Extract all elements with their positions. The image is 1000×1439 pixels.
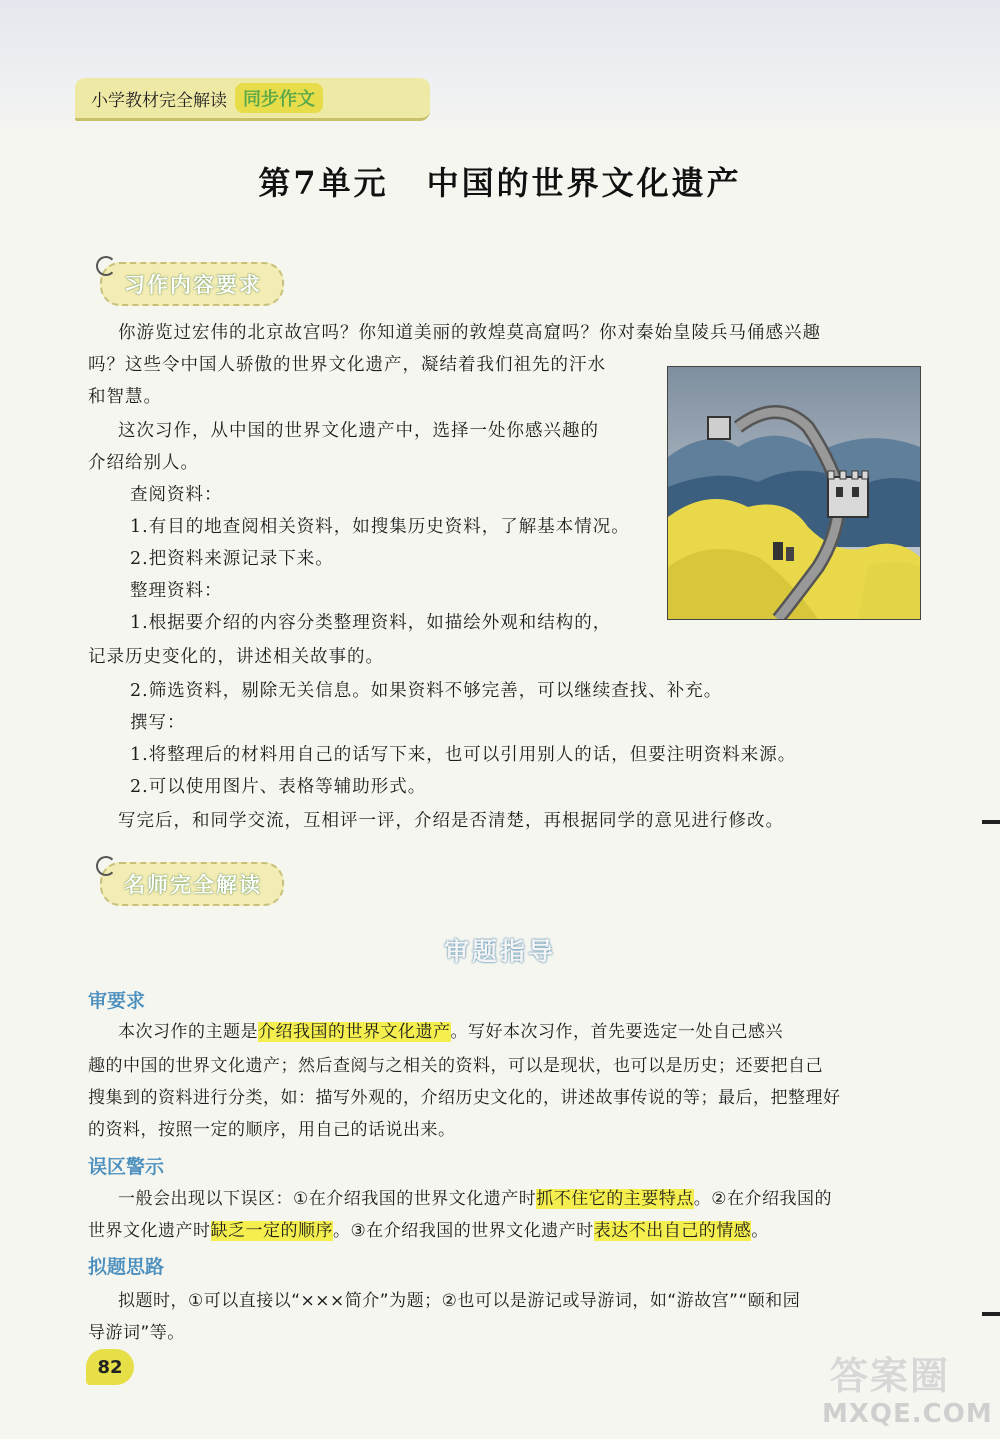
paragraph-line: 1.将整理后的材料用自己的话写下来，也可以引用别人的话，但要注明资料来源。 bbox=[130, 745, 797, 765]
subheading-title-ideas: 拟题思路 bbox=[88, 1256, 165, 1278]
section-tag-analysis bbox=[100, 862, 284, 906]
paragraph-line: 搜集到的资料进行分类，如：描写外观的，介绍历史文化的，讲述故事传说的等；最后，把整理好 bbox=[88, 1088, 841, 1108]
paragraph-line: 整理资料： bbox=[130, 581, 223, 601]
paragraph-line: 你游览过宏伟的北京故宫吗？你知道美丽的敦煌莫高窟吗？你对秦始皇陵兵马俑感兴趣 bbox=[118, 323, 821, 343]
paragraph-line: 撰写： bbox=[130, 713, 186, 733]
section-tag-requirements bbox=[100, 262, 284, 306]
great-wall-illustration bbox=[667, 366, 921, 620]
paragraph-line: 和智慧。 bbox=[88, 387, 162, 407]
paragraph-line: 2.把资料来源记录下来。 bbox=[130, 549, 334, 569]
paragraph-line: 的资料，按照一定的顺序，用自己的话说出来。 bbox=[88, 1120, 456, 1140]
subheading-requirements: 审要求 bbox=[88, 990, 146, 1012]
watermark-logo: 答案圈 bbox=[830, 1354, 951, 1398]
paragraph-line: 2.可以使用图片、表格等辅助形式。 bbox=[130, 777, 427, 797]
section-tag-label: 名师完全解读 bbox=[124, 873, 262, 897]
paragraph-line: 本次习作的主题是介绍我国的世界文化遗产。写好本次习作，首先要选定一处自己感兴 bbox=[118, 1022, 783, 1042]
paragraph-line: 拟题时，①可以直接以“×××简介”为题；②也可以是游记或导游词，如“游故宫”“颐和园 bbox=[118, 1291, 801, 1311]
book-title: 小学教材完全解读 bbox=[91, 90, 227, 111]
running-header bbox=[75, 78, 430, 121]
edge-mark bbox=[982, 820, 1000, 824]
subheading-pitfalls: 误区警示 bbox=[88, 1156, 165, 1178]
paragraph-line: 这次习作，从中国的世界文化遗产中，选择一处你感兴趣的 bbox=[118, 421, 599, 441]
paragraph-line: 1.有目的地查阅相关资料，如搜集历史资料，了解基本情况。 bbox=[130, 517, 630, 537]
paragraph-line: 导游词”等。 bbox=[88, 1323, 185, 1343]
paragraph-line: 1.根据要介绍的内容分类整理资料，如描绘外观和结构的， bbox=[130, 613, 612, 633]
paragraph-line: 2.筛选资料，剔除无关信息。如果资料不够完善，可以继续查找、补充。 bbox=[130, 681, 723, 701]
paragraph-line: 记录历史变化的，讲述相关故事的。 bbox=[88, 647, 384, 667]
unit-name: 中国的世界文化遗产 bbox=[426, 164, 742, 202]
hook-icon bbox=[96, 856, 116, 876]
highlight: 介绍我国的世界文化遗产 bbox=[258, 1022, 451, 1042]
unit-title bbox=[0, 158, 1000, 204]
paragraph-line: 世界文化遗产时缺乏一定的顺序。③在介绍我国的世界文化遗产时表达不出自己的情感。 bbox=[88, 1221, 769, 1241]
watermark bbox=[822, 1345, 992, 1433]
watermark-url: MXQE.COM bbox=[822, 1399, 993, 1429]
page-number: 82 bbox=[86, 1349, 134, 1385]
section-tag-label: 习作内容要求 bbox=[124, 273, 262, 297]
paragraph-line: 一般会出现以下误区：①在介绍我国的世界文化遗产时抓不住它的主要特点。②在介绍我国的 bbox=[118, 1189, 832, 1209]
paragraph-line: 写完后，和同学交流，互相评一评，介绍是否清楚，再根据同学的意见进行修改。 bbox=[118, 811, 784, 831]
paragraph-line: 吗？这些令中国人骄傲的世界文化遗产，凝结着我们祖先的汗水 bbox=[88, 355, 606, 375]
hook-icon bbox=[96, 256, 116, 276]
guidance-heading: 审题指导 bbox=[443, 937, 556, 966]
edge-mark bbox=[982, 1312, 1000, 1316]
paragraph-line: 介绍给别人。 bbox=[88, 453, 199, 473]
unit-number: 第7单元 bbox=[258, 164, 389, 202]
highlight: 表达不出自己的情感 bbox=[593, 1221, 752, 1241]
highlight: 缺乏一定的顺序 bbox=[210, 1221, 333, 1241]
paragraph-line: 查阅资料： bbox=[130, 485, 223, 505]
series-badge: 同步作文 bbox=[235, 83, 323, 113]
highlight: 抓不住它的主要特点 bbox=[536, 1189, 694, 1209]
paragraph-line: 趣的中国的世界文化遗产；然后查阅与之相关的资料，可以是现状，也可以是历史；还要把自己 bbox=[88, 1056, 823, 1076]
